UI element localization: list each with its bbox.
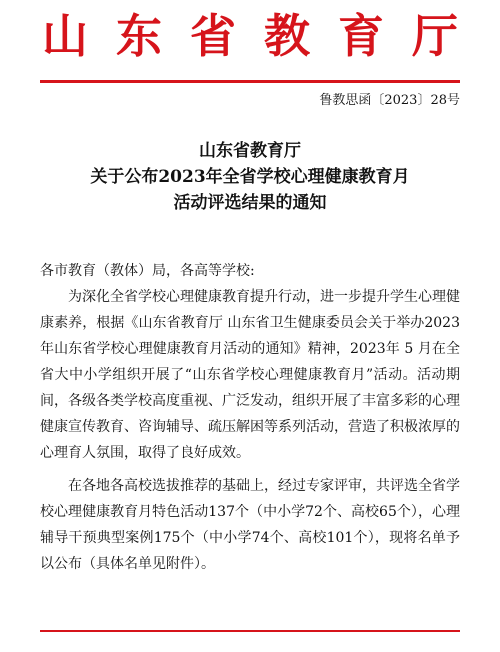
body-paragraph: 在各地各高校选拔推荐的基础上，经过专家评审，共评选全省学校心理健康教育月特色活动137个（中小学72个、高校65个），心理辅导干预典型案例175个（中小学74个、高校101个），现将名单予以公布（具体名单见附件）。 [40,478,460,572]
title-line-subject: 关于公布2023年全省学校心理健康教育月 [90,167,410,187]
issuing-authority-header: 山东省教育厅 [42,9,486,63]
footer-red-rule [40,630,460,632]
document-title [0,138,500,216]
title-line-authority: 山东省教育厅 [199,141,301,161]
salutation: 各市教育（教体）局，各高等学校: [40,263,255,279]
title-line-subject-end: 活动评选结果的通知 [173,193,327,213]
document-body [40,258,460,577]
header-red-rule [40,80,460,83]
document-number: 鲁教思函〔2023〕28号 [319,93,460,108]
body-paragraph: 为深化全省学校心理健康教育提升行动，进一步提升学生心理健康素养，根据《山东省教育厅 山东省卫生健康委员会关于举办2023年山东省学校心理健康教育月活动的通知》精神，2023年 5 月在全省大中小学组织开展了“山东省学校心理健康教育月”活动。活动期间，各级各类学校高度重视、广泛发动，组织开展了丰富多彩的心理健康宣传教育、咨询辅导、疏压解困等系列活动，营造了积极浓厚的心理育人氛围，取得了良好成效。 [40,289,460,461]
